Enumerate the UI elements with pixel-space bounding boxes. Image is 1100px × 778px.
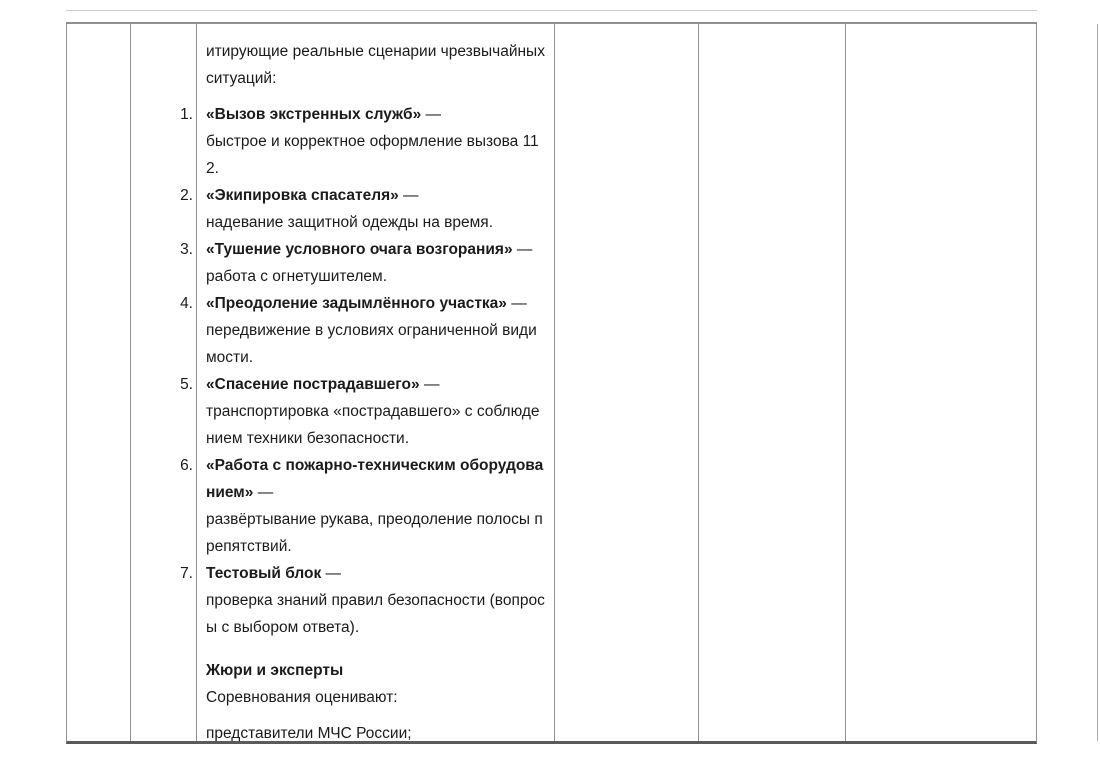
text-line [206, 290, 554, 317]
list-number: 5. [180, 376, 193, 393]
list-number: 7. [180, 565, 193, 582]
text-line [206, 720, 554, 744]
text-line [206, 506, 554, 533]
text-line [206, 684, 554, 711]
text-segment: — [421, 106, 442, 123]
text-segment: ситуаций: [206, 70, 277, 87]
text-segment: надевание защитной одежды на время. [206, 214, 493, 231]
page-right-edge-line [1097, 24, 1098, 741]
text-line [206, 317, 554, 344]
list-number: 2. [180, 187, 193, 204]
text-segment: быстрое и корректное оформление вызова 11 [206, 133, 539, 150]
column-border-4 [698, 24, 699, 741]
closing-paragraph [206, 657, 554, 711]
text-segment: — [253, 484, 274, 501]
text-segment: 2. [206, 160, 219, 177]
bold-text-segment: «Тушение условного очага возгорания» [206, 241, 513, 258]
text-segment: — [512, 241, 533, 258]
text-line [206, 657, 554, 684]
text-line [206, 479, 554, 506]
text-line [206, 182, 554, 209]
text-line [206, 38, 554, 65]
text-line [206, 65, 554, 92]
text-line [206, 236, 554, 263]
text-segment: развёртывание рукава, преодоление полосы п [206, 511, 543, 528]
bold-text-segment: «Вызов экстренных служб» [206, 106, 422, 123]
text-segment: — [321, 565, 342, 582]
text-line [206, 209, 554, 236]
bold-text-segment: «Работа с пожарно-техническим оборудова [206, 457, 544, 474]
text-segment: проверка знаний правил безопасности (вопрос [206, 592, 545, 609]
intro-paragraph [206, 38, 554, 92]
page-break-remnant-line [66, 10, 1037, 11]
column-border-1 [130, 24, 131, 741]
text-line [206, 425, 554, 452]
list-number: 6. [180, 457, 193, 474]
list-number: 3. [180, 241, 193, 258]
main-text-cell[interactable] [180, 24, 554, 742]
text-segment: мости. [206, 349, 254, 366]
text-segment: работа с огнетушителем. [206, 268, 388, 285]
bold-text-segment: «Спасение пострадавшего» [206, 376, 420, 393]
text-segment: репятствий. [206, 538, 292, 555]
closing-paragraph [206, 720, 554, 744]
text-line [206, 614, 554, 641]
text-line [206, 587, 554, 614]
table-row-fragment [66, 22, 1037, 744]
bold-text-segment: нием» [206, 484, 254, 501]
bold-text-segment: Жюри и эксперты [206, 662, 344, 679]
numbered-list [180, 101, 554, 641]
list-item [180, 452, 554, 560]
list-item [180, 371, 554, 452]
list-number: 1. [180, 106, 193, 123]
list-item [180, 182, 554, 236]
list-item [180, 560, 554, 641]
text-line [206, 128, 554, 155]
text-segment: — [506, 295, 527, 312]
text-line [206, 344, 554, 371]
text-line [206, 263, 554, 290]
bold-text-segment: «Экипировка спасателя» [206, 187, 399, 204]
list-item [180, 290, 554, 371]
text-line [206, 560, 554, 587]
bold-text-segment: Тестовый блок [206, 565, 322, 582]
text-line [206, 371, 554, 398]
list-item [180, 101, 554, 182]
text-line [206, 101, 554, 128]
text-segment: Соревнования оценивают: [206, 689, 398, 706]
text-line [206, 398, 554, 425]
text-segment: передвижение в условиях ограниченной види [206, 322, 537, 339]
text-line [206, 155, 554, 182]
column-border-3 [554, 24, 555, 741]
text-segment: нием техники безопасности. [206, 430, 410, 447]
list-item [180, 236, 554, 290]
text-segment: итирующие реальные сценарии чрезвычайных [206, 43, 545, 60]
bold-text-segment: «Преодоление задымлённого участка» [206, 295, 507, 312]
text-line [206, 452, 554, 479]
text-segment: ы с выбором ответа). [206, 619, 360, 636]
text-segment: представители МЧС России; [206, 725, 412, 742]
text-segment: — [398, 187, 419, 204]
text-segment: — [419, 376, 440, 393]
text-line [206, 533, 554, 560]
list-number: 4. [180, 295, 193, 312]
column-border-5 [845, 24, 846, 741]
text-segment: транспортировка «пострадавшего» с соблюде [206, 403, 540, 420]
